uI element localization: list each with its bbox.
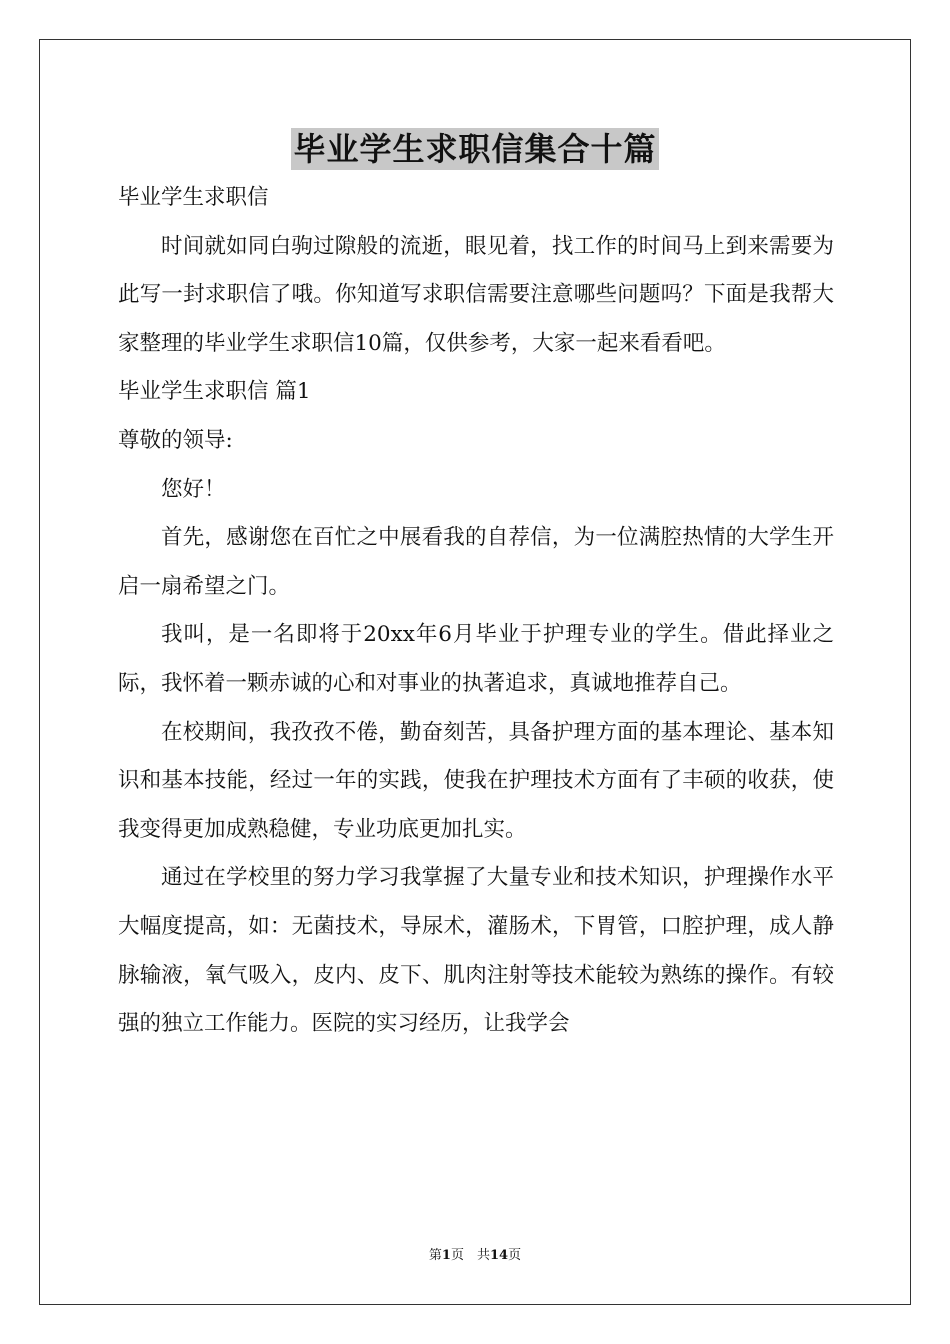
paragraph: 通过在学校里的努力学习我掌握了大量专业和技术知识，护理操作水平大幅度提高，如：无菌技术，导尿术，灌肠术，下胃管，口腔护理，成人静脉输液，氧气吸入，皮内、皮下、肌肉注射等技术能较为熟练的操作。有较强的独立工作能力。医院的实习经历，让我学会 [118,865,834,1037]
paragraph: 在校期间，我孜孜不倦，勤奋刻苦，具备护理方面的基本理论、基本知识和基本技能，经过一年的实践，使我在护理技术方面有了丰硕的收获，使我变得更加成熟稳健，专业功底更加扎实。 [118,719,834,842]
paragraph: 时间就如同白驹过隙般的流逝，眼见着，找工作的时间马上到来需要为此写一封求职信了哦。你知道写求职信需要注意哪些问题吗？下面是我帮大家整理的毕业学生求职信10篇，仅供参考，大家一起来看看吧。 [118,233,834,356]
paragraph: 毕业学生求职信 篇1 [118,379,311,405]
document-body [118,174,834,1049]
page-total: 14 [489,1248,509,1263]
title-area [0,128,950,170]
paragraph: 您好！ [161,476,226,502]
paragraph: 我叫，是一名即将于20xx年6月毕业于护理专业的学生。借此择业之际，我怀着一颗赤诚的心和对事业的执著追求，真诚地推荐自己。 [118,622,834,696]
page-prefix: 第 [428,1248,442,1263]
paragraph: 毕业学生求职信 [118,185,269,210]
paragraph: 首先，感谢您在百忙之中展看我的自荐信，为一位满腔热情的大学生开启一扇希望之门。 [118,525,834,599]
page-mid: 页 共 [450,1248,490,1263]
page-current: 1 [441,1248,451,1263]
page-suffix: 页 [508,1248,522,1263]
page-footer [0,1246,950,1266]
paragraph: 尊敬的领导: [118,427,233,453]
document-title: 毕业学生求职信集合十篇 [293,130,657,168]
